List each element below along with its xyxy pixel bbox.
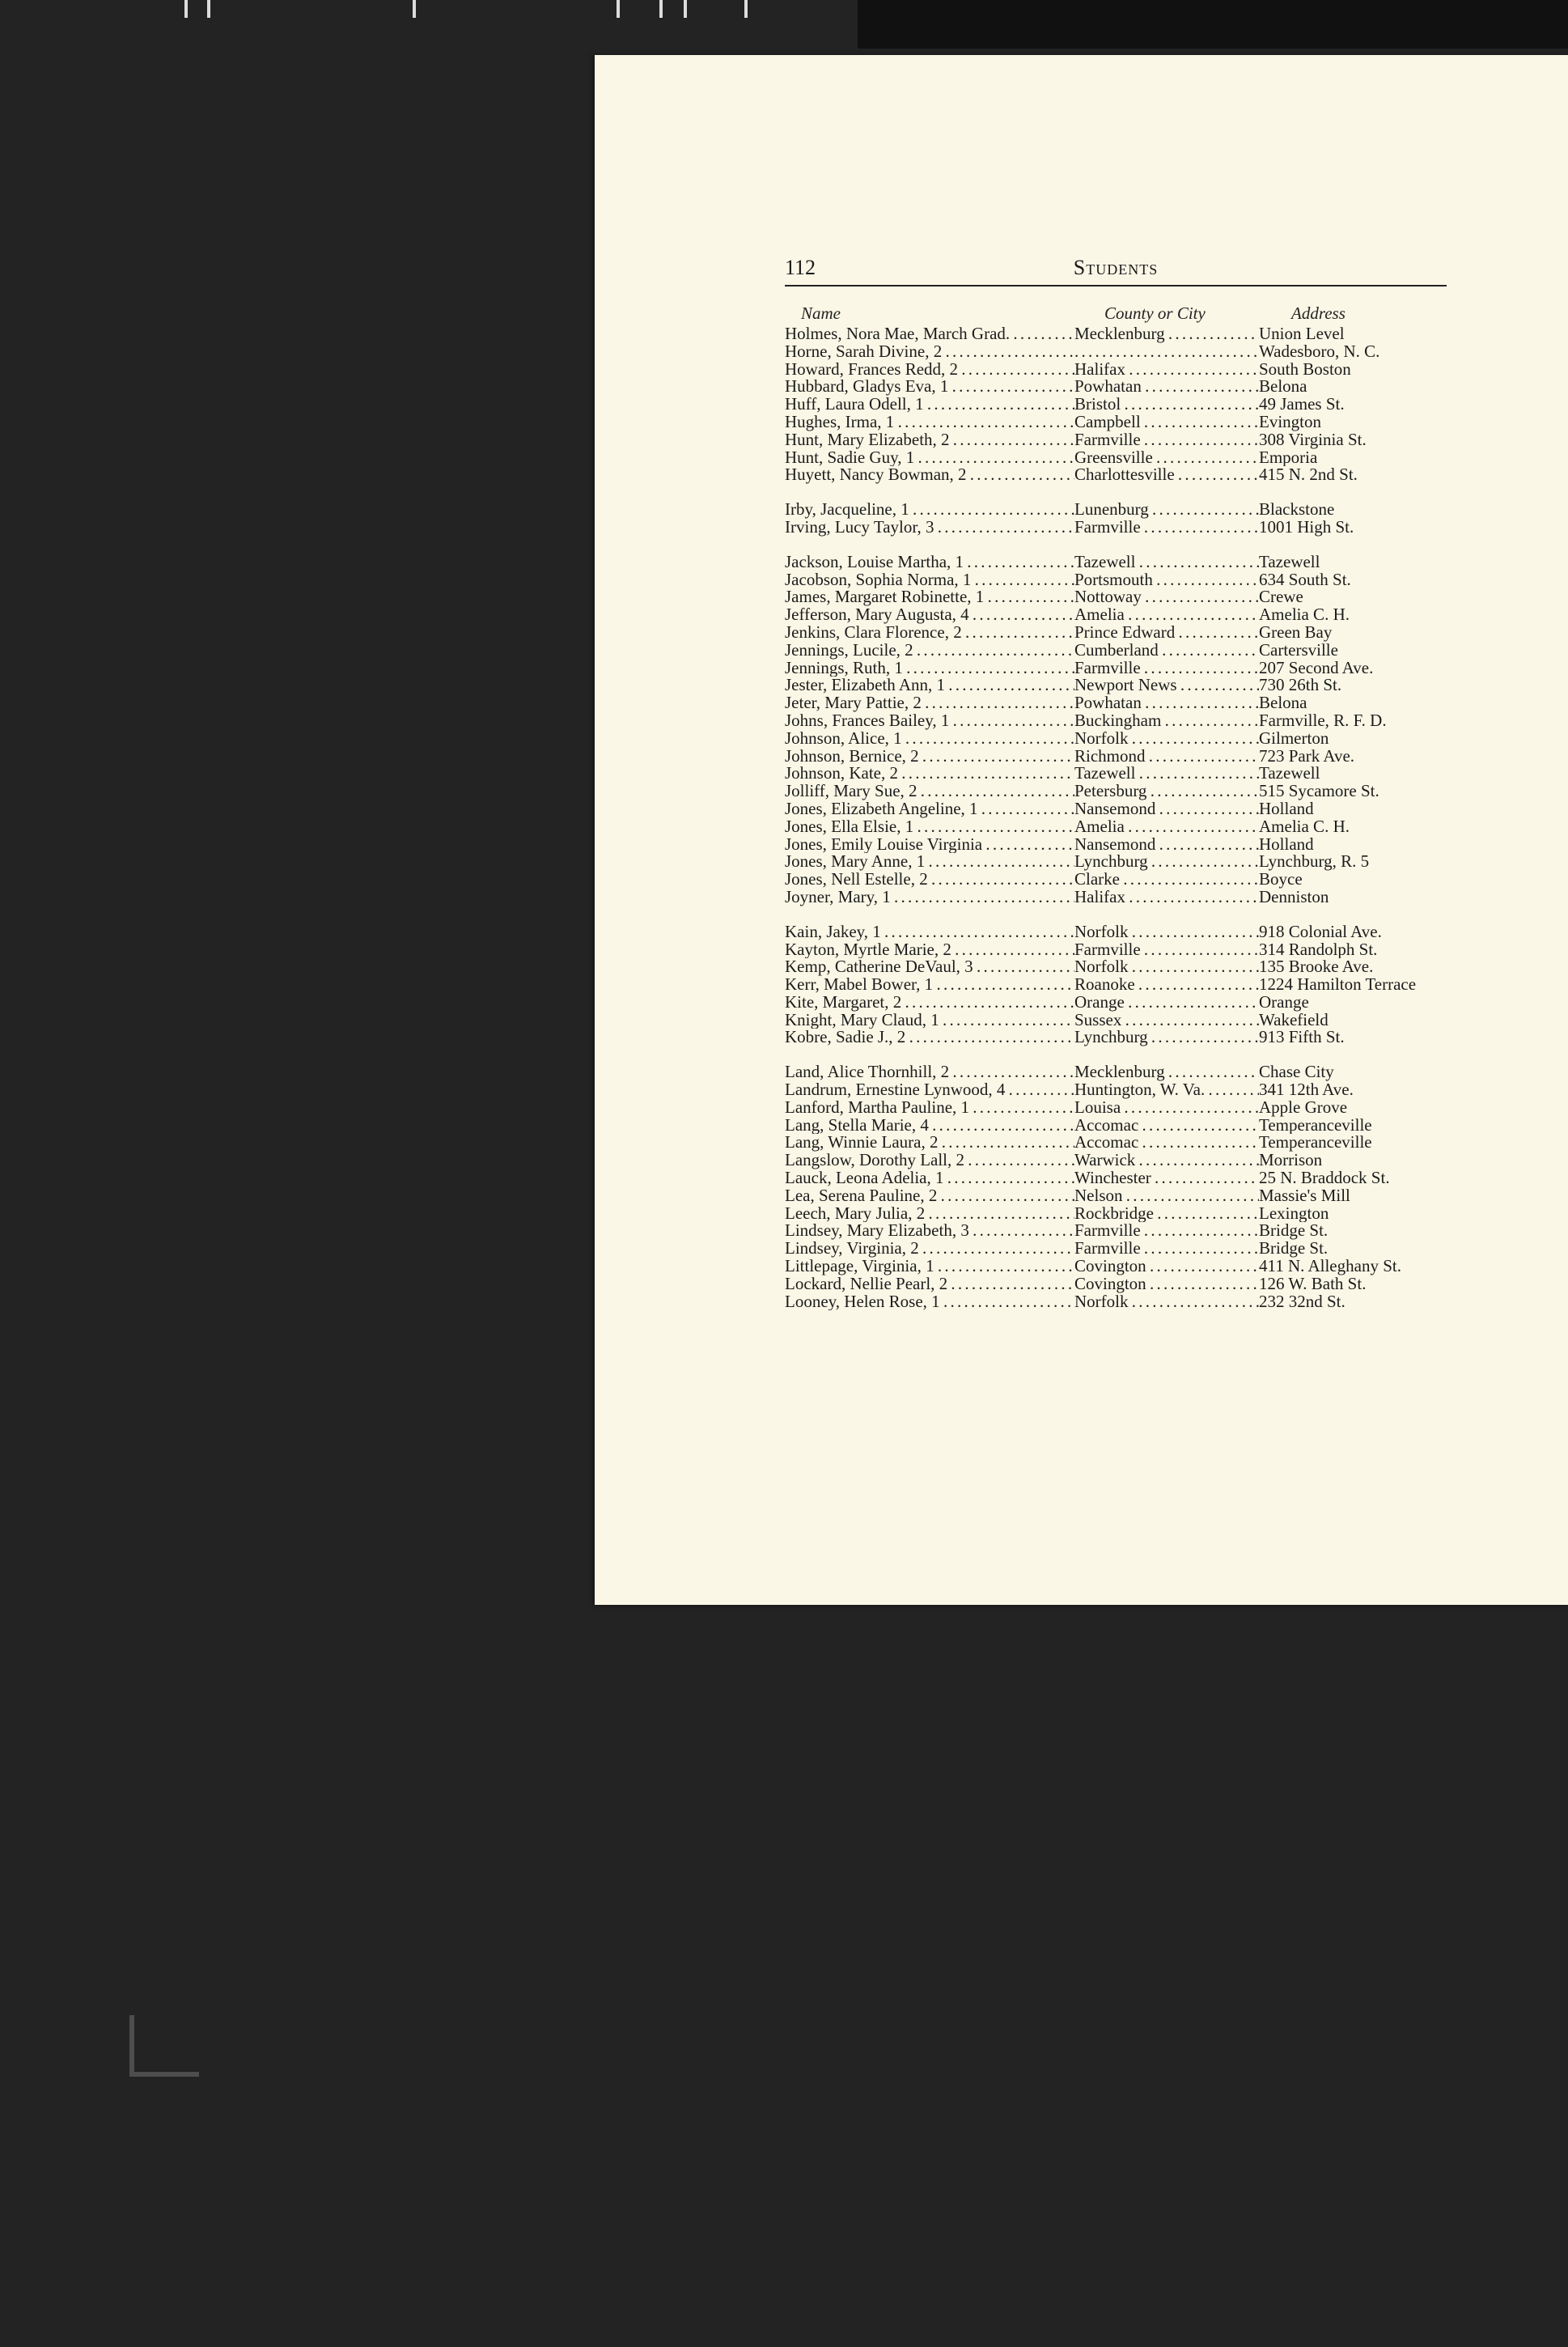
- student-county: Halifax . . .: [1074, 889, 1259, 906]
- student-county: Cumberland . . .: [1074, 642, 1259, 660]
- student-entry: [785, 730, 1464, 748]
- student-county: Covington . . .: [1074, 1258, 1259, 1275]
- student-entry: [785, 501, 1464, 519]
- student-entry: [785, 414, 1464, 431]
- student-name: Looney, Helen Rose, 1 . . .: [785, 1293, 1074, 1311]
- student-county: Richmond . . .: [1074, 748, 1259, 766]
- student-name: Huyett, Nancy Bowman, 2 . . .: [785, 466, 1074, 484]
- student-name: Land, Alice Thornhill, 2 . . .: [785, 1063, 1074, 1081]
- student-entry: [785, 1099, 1464, 1117]
- student-entry: [785, 818, 1464, 836]
- student-name: Jeter, Mary Pattie, 2 . . .: [785, 694, 1074, 712]
- student-entry: [785, 958, 1464, 976]
- student-entry: [785, 1117, 1464, 1135]
- student-address: Belona: [1259, 378, 1307, 397]
- student-listing: [785, 325, 1464, 1327]
- student-county: Nansemond . . .: [1074, 800, 1259, 818]
- student-entry: [785, 748, 1464, 766]
- student-address: Bridge St.: [1259, 1240, 1329, 1258]
- student-county: Farmville . . .: [1074, 519, 1259, 537]
- student-name: Kobre, Sadie J., 2 . . .: [785, 1029, 1074, 1046]
- student-entry: [785, 976, 1464, 994]
- student-entry: [785, 466, 1464, 484]
- student-name: Lang, Stella Marie, 4 . . .: [785, 1117, 1074, 1135]
- student-address: 314 Randolph St.: [1259, 940, 1378, 959]
- student-name: Kain, Jakey, 1 . . .: [785, 923, 1074, 941]
- student-entry: [785, 1152, 1464, 1169]
- student-county: Accomac . . .: [1074, 1134, 1259, 1152]
- student-county: Greensville . . .: [1074, 449, 1259, 467]
- student-county: Louisa . . .: [1074, 1099, 1259, 1117]
- student-county: Farmville . . .: [1074, 1222, 1259, 1240]
- scan-corner-bracket: [129, 2015, 199, 2077]
- student-name: Jones, Nell Estelle, 2 . . .: [785, 871, 1074, 889]
- student-address: 515 Sycamore St.: [1259, 783, 1379, 800]
- student-address: Massie's Mill: [1259, 1186, 1350, 1205]
- student-county: Buckingham . . .: [1074, 712, 1259, 730]
- student-address: Wakefield: [1259, 1011, 1329, 1029]
- student-address: 308 Virginia St.: [1259, 431, 1367, 449]
- student-name: Holmes, Nora Mae, March Grad. . . .: [785, 325, 1074, 343]
- student-entry: [785, 325, 1464, 343]
- student-entry: [785, 1134, 1464, 1152]
- student-county: Newport News . . .: [1074, 677, 1259, 694]
- student-name: Knight, Mary Claud, 1 . . .: [785, 1012, 1074, 1029]
- student-county: Lynchburg . . .: [1074, 1029, 1259, 1046]
- letter-group: [785, 923, 1464, 1047]
- student-name: Jenkins, Clara Florence, 2 . . .: [785, 624, 1074, 642]
- student-address: Lexington: [1259, 1204, 1329, 1223]
- student-entry: [785, 994, 1464, 1012]
- student-entry: [785, 871, 1464, 889]
- student-county: Covington . . .: [1074, 1275, 1259, 1293]
- student-address: Amelia C. H.: [1259, 817, 1350, 836]
- scan-tick-mark: [617, 0, 620, 18]
- student-entry: [785, 396, 1464, 414]
- student-county: Norfolk . . .: [1074, 923, 1259, 941]
- letter-group: [785, 1063, 1464, 1310]
- student-county: Amelia . . .: [1074, 818, 1259, 836]
- student-entry: [785, 343, 1464, 361]
- student-name: Jennings, Ruth, 1 . . .: [785, 660, 1074, 677]
- student-entry: [785, 923, 1464, 941]
- student-county: [1074, 343, 1259, 361]
- student-county: Rockbridge . . .: [1074, 1205, 1259, 1223]
- student-address: Denniston: [1259, 888, 1329, 906]
- student-county: Norfolk . . .: [1074, 958, 1259, 976]
- student-address: 415 N. 2nd St.: [1259, 466, 1358, 485]
- scan-tick-mark: [659, 0, 663, 18]
- student-name: Johnson, Bernice, 2 . . .: [785, 748, 1074, 766]
- student-name: Lea, Serena Pauline, 2 . . .: [785, 1187, 1074, 1205]
- student-address: Holland: [1259, 800, 1314, 818]
- student-address: 1224 Hamilton Terrace: [1259, 976, 1417, 994]
- student-name: Jones, Ella Elsie, 1 . . .: [785, 818, 1074, 836]
- student-county: Warwick . . .: [1074, 1152, 1259, 1169]
- student-name: Lockard, Nellie Pearl, 2 . . .: [785, 1275, 1074, 1293]
- student-entry: [785, 571, 1464, 589]
- student-address: Wadesboro, N. C.: [1259, 342, 1380, 361]
- student-county: Clarke . . .: [1074, 871, 1259, 889]
- student-address: 730 26th St.: [1259, 677, 1342, 695]
- student-name: Langslow, Dorothy Lall, 2 . . .: [785, 1152, 1074, 1169]
- column-header-county: County or City: [1104, 303, 1206, 323]
- student-entry: [785, 1258, 1464, 1275]
- student-address: Tazewell: [1259, 765, 1320, 783]
- student-entry: [785, 1081, 1464, 1099]
- student-address: Green Bay: [1259, 623, 1333, 642]
- student-county: Mecklenburg . . .: [1074, 1063, 1259, 1081]
- student-county: Roanoke . . .: [1074, 976, 1259, 994]
- student-name: Hubbard, Gladys Eva, 1 . . .: [785, 378, 1074, 396]
- student-county: Farmville . . .: [1074, 1240, 1259, 1258]
- student-county: Norfolk . . .: [1074, 730, 1259, 748]
- student-address: 918 Colonial Ave.: [1259, 923, 1382, 941]
- student-entry: [785, 1187, 1464, 1205]
- student-county: Bristol . . .: [1074, 396, 1259, 414]
- student-entry: [785, 783, 1464, 800]
- student-entry: [785, 836, 1464, 854]
- student-name: Jester, Elizabeth Ann, 1 . . .: [785, 677, 1074, 694]
- student-name: Lindsey, Mary Elizabeth, 3 . . .: [785, 1222, 1074, 1240]
- student-name: Lang, Winnie Laura, 2 . . .: [785, 1134, 1074, 1152]
- student-entry: [785, 1029, 1464, 1046]
- student-name: Jolliff, Mary Sue, 2 . . .: [785, 783, 1074, 800]
- student-address: Orange: [1259, 993, 1309, 1012]
- student-name: Jefferson, Mary Augusta, 4 . . .: [785, 606, 1074, 624]
- student-name: Hunt, Mary Elizabeth, 2 . . .: [785, 431, 1074, 449]
- student-name: Jackson, Louise Martha, 1 . . .: [785, 554, 1074, 571]
- student-address: Belona: [1259, 694, 1307, 712]
- scan-tick-mark: [207, 0, 210, 18]
- student-county: Tazewell . . .: [1074, 554, 1259, 571]
- student-address: Union Level: [1259, 325, 1345, 343]
- student-name: Jacobson, Sophia Norma, 1 . . .: [785, 571, 1074, 589]
- page-header: [785, 249, 1447, 286]
- student-name: Hughes, Irma, 1 . . .: [785, 414, 1074, 431]
- student-entry: [785, 378, 1464, 396]
- student-entry: [785, 1240, 1464, 1258]
- student-address: Blackstone: [1259, 501, 1335, 519]
- student-address: Chase City: [1259, 1063, 1334, 1082]
- student-entry: [785, 853, 1464, 871]
- page-number: 112: [785, 256, 816, 279]
- student-entry: [785, 1063, 1464, 1081]
- letter-group: [785, 554, 1464, 906]
- student-address: Morrison: [1259, 1152, 1323, 1170]
- student-address: 411 N. Alleghany St.: [1259, 1258, 1401, 1275]
- student-entry: [785, 519, 1464, 537]
- student-address: 207 Second Ave.: [1259, 659, 1374, 677]
- student-county: Farmville . . .: [1074, 941, 1259, 959]
- student-entry: [785, 1222, 1464, 1240]
- student-name: Joyner, Mary, 1 . . .: [785, 889, 1074, 906]
- student-address: Evington: [1259, 413, 1321, 431]
- student-name: Lindsey, Virginia, 2 . . .: [785, 1240, 1074, 1258]
- student-address: 723 Park Ave.: [1259, 747, 1355, 766]
- student-county: Accomac . . .: [1074, 1117, 1259, 1135]
- letter-group: [785, 325, 1464, 484]
- student-county: Nelson . . .: [1074, 1187, 1259, 1205]
- student-address: Holland: [1259, 835, 1314, 854]
- student-entry: [785, 606, 1464, 624]
- student-address: 126 W. Bath St.: [1259, 1275, 1367, 1293]
- student-entry: [785, 889, 1464, 906]
- student-name: Hunt, Sadie Guy, 1 . . .: [785, 449, 1074, 467]
- student-county: Winchester . . .: [1074, 1169, 1259, 1187]
- student-name: Landrum, Ernestine Lynwood, 4 . . .: [785, 1081, 1074, 1099]
- column-header-address: Address: [1291, 303, 1346, 323]
- student-address: 232 32nd St.: [1259, 1292, 1346, 1311]
- student-county: Powhatan . . .: [1074, 694, 1259, 712]
- student-name: Johnson, Kate, 2 . . .: [785, 765, 1074, 783]
- student-county: Nansemond . . .: [1074, 836, 1259, 854]
- scan-tick-mark: [684, 0, 687, 18]
- student-county: Portsmouth . . .: [1074, 571, 1259, 589]
- student-address: Cartersville: [1259, 641, 1338, 660]
- student-name: Kite, Margaret, 2 . . .: [785, 994, 1074, 1012]
- student-address: Lynchburg, R. 5: [1259, 853, 1370, 872]
- student-county: Sussex . . .: [1074, 1012, 1259, 1029]
- student-entry: [785, 1012, 1464, 1029]
- student-entry: [785, 1169, 1464, 1187]
- student-address: 341 12th Ave.: [1259, 1081, 1354, 1099]
- student-address: 135 Brooke Ave.: [1259, 958, 1374, 977]
- scan-tick-mark: [413, 0, 416, 18]
- student-address: Crewe: [1259, 588, 1303, 607]
- student-name: Littlepage, Virginia, 1 . . .: [785, 1258, 1074, 1275]
- student-name: Kayton, Myrtle Marie, 2 . . .: [785, 941, 1074, 959]
- scan-edge-band: [858, 0, 1568, 49]
- student-address: Apple Grove: [1259, 1098, 1348, 1117]
- student-name: Jones, Mary Anne, 1 . . .: [785, 853, 1074, 871]
- student-name: Irby, Jacqueline, 1 . . .: [785, 501, 1074, 519]
- scan-tick-mark: [744, 0, 748, 18]
- student-entry: [785, 765, 1464, 783]
- student-entry: [785, 660, 1464, 677]
- student-address: 1001 High St.: [1259, 518, 1354, 537]
- student-county: Nottoway . . .: [1074, 588, 1259, 606]
- student-name: James, Margaret Robinette, 1 . . .: [785, 588, 1074, 606]
- student-name: Irving, Lucy Taylor, 3 . . .: [785, 519, 1074, 537]
- student-county: Orange . . .: [1074, 994, 1259, 1012]
- student-name: Leech, Mary Julia, 2 . . .: [785, 1205, 1074, 1223]
- student-county: Huntington, W. Va. . . .: [1074, 1081, 1259, 1099]
- student-county: Tazewell . . .: [1074, 765, 1259, 783]
- student-county: Amelia . . .: [1074, 606, 1259, 624]
- student-address: Amelia C. H.: [1259, 606, 1350, 624]
- student-address: Farmville, R. F. D.: [1259, 711, 1387, 730]
- student-county: Mecklenburg . . .: [1074, 325, 1259, 343]
- letter-group: [785, 501, 1464, 537]
- student-entry: [785, 588, 1464, 606]
- student-entry: [785, 554, 1464, 571]
- student-entry: [785, 449, 1464, 467]
- student-name: Johnson, Alice, 1 . . .: [785, 730, 1074, 748]
- document-page: [595, 55, 1568, 1605]
- student-name: Huff, Laura Odell, 1 . . .: [785, 396, 1074, 414]
- student-county: Powhatan . . .: [1074, 378, 1259, 396]
- student-address: 25 N. Braddock St.: [1259, 1169, 1390, 1187]
- student-address: Bridge St.: [1259, 1222, 1329, 1241]
- student-entry: [785, 1205, 1464, 1223]
- student-name: Lanford, Martha Pauline, 1 . . .: [785, 1099, 1074, 1117]
- student-entry: [785, 941, 1464, 959]
- student-county: Lynchburg . . .: [1074, 853, 1259, 871]
- student-name: Kemp, Catherine DeVaul, 3 . . .: [785, 958, 1074, 976]
- student-name: Jones, Elizabeth Angeline, 1 . . .: [785, 800, 1074, 818]
- page-title: Students: [1073, 256, 1159, 279]
- column-header-name: Name: [801, 303, 841, 323]
- student-entry: [785, 642, 1464, 660]
- student-address: 913 Fifth St.: [1259, 1029, 1345, 1047]
- student-address: Tazewell: [1259, 553, 1320, 571]
- student-address: South Boston: [1259, 360, 1351, 379]
- student-address: Gilmerton: [1259, 729, 1329, 748]
- student-name: Jones, Emily Louise Virginia . . .: [785, 836, 1074, 854]
- student-county: Petersburg . . .: [1074, 783, 1259, 800]
- student-entry: [785, 1293, 1464, 1311]
- student-county: Farmville . . .: [1074, 431, 1259, 449]
- student-entry: [785, 361, 1464, 379]
- student-county: Charlottesville . . .: [1074, 466, 1259, 484]
- student-entry: [785, 624, 1464, 642]
- student-county: Norfolk . . .: [1074, 1293, 1259, 1311]
- student-entry: [785, 712, 1464, 730]
- student-entry: [785, 1275, 1464, 1293]
- student-county: Lunenburg . . .: [1074, 501, 1259, 519]
- student-name: Lauck, Leona Adelia, 1 . . .: [785, 1169, 1074, 1187]
- column-headers: [785, 303, 1464, 326]
- student-address: Boyce: [1259, 871, 1303, 889]
- student-entry: [785, 431, 1464, 449]
- student-county: Farmville . . .: [1074, 660, 1259, 677]
- scan-tick-mark: [184, 0, 188, 18]
- student-entry: [785, 677, 1464, 694]
- student-address: Temperanceville: [1259, 1134, 1372, 1152]
- student-county: Campbell . . .: [1074, 414, 1259, 431]
- student-address: 634 South St.: [1259, 571, 1351, 589]
- student-name: Jennings, Lucile, 2 . . .: [785, 642, 1074, 660]
- student-county: Prince Edward . . .: [1074, 624, 1259, 642]
- student-name: Johns, Frances Bailey, 1 . . .: [785, 712, 1074, 730]
- student-entry: [785, 800, 1464, 818]
- student-name: Horne, Sarah Divine, 2 . . .: [785, 343, 1074, 361]
- student-address: 49 James St.: [1259, 396, 1345, 414]
- student-name: Kerr, Mabel Bower, 1 . . .: [785, 976, 1074, 994]
- student-address: Temperanceville: [1259, 1116, 1372, 1135]
- student-entry: [785, 694, 1464, 712]
- student-name: Howard, Frances Redd, 2 . . .: [785, 361, 1074, 379]
- student-county: Halifax . . .: [1074, 361, 1259, 379]
- student-address: Emporia: [1259, 448, 1318, 467]
